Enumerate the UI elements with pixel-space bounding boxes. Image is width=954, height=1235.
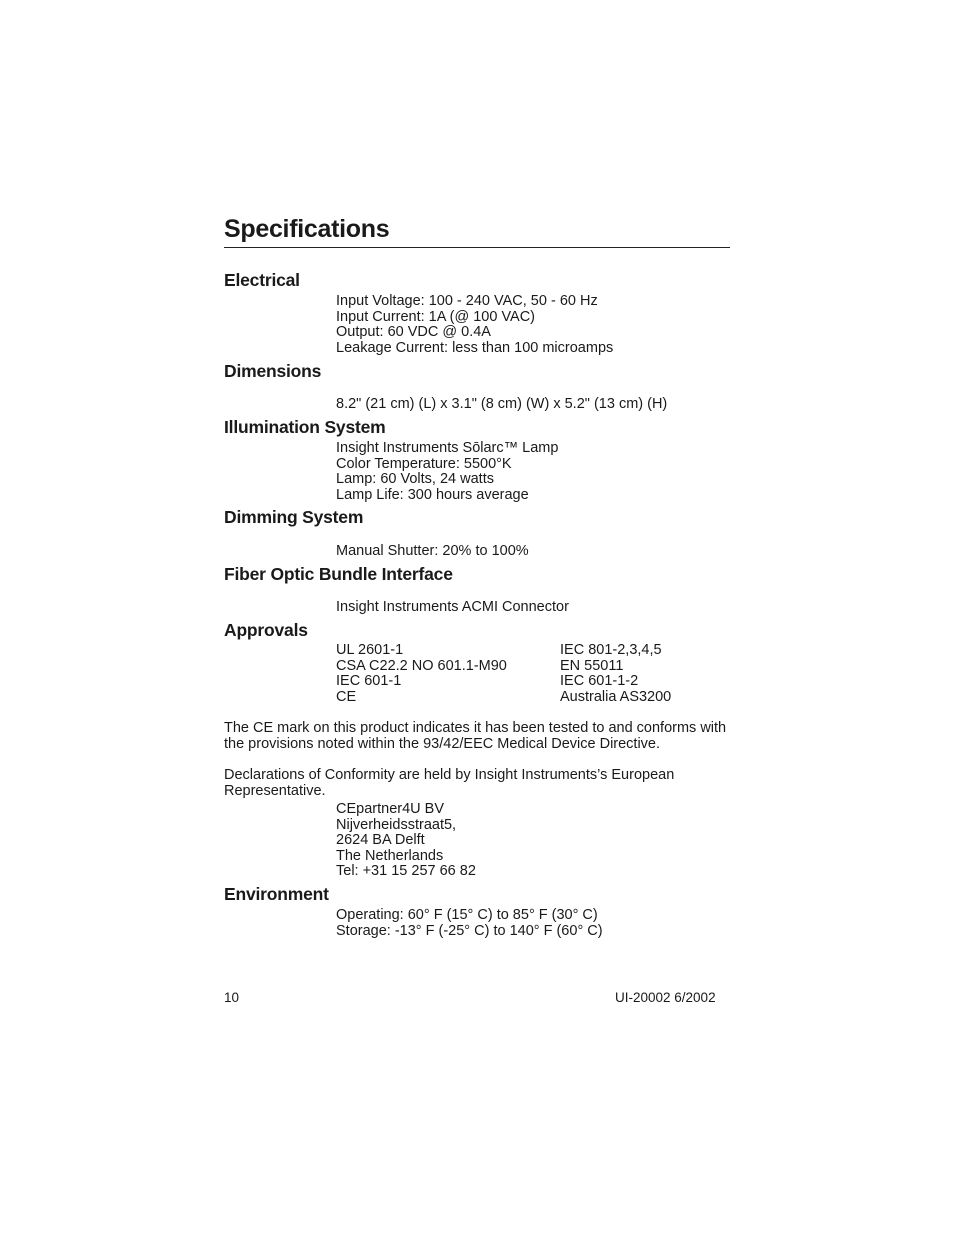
spec-line: Lamp Life: 300 hours average <box>336 486 529 503</box>
spec-line: Input Current: 1A (@ 100 VAC) <box>336 308 536 325</box>
approvals-column-1 <box>336 643 507 705</box>
electrical-specs <box>336 294 613 356</box>
heading-fiber-optic: Fiber Optic Bundle Interface <box>224 564 453 584</box>
heading-approvals: Approvals <box>224 620 308 640</box>
approvals-column-2 <box>560 643 671 705</box>
spec-line: Output: 60 VDC @ 0.4A <box>336 324 491 341</box>
spec-line: Storage: -13° F (-25° C) to 140° F (60° C) <box>336 922 603 939</box>
heading-electrical: Electrical <box>224 270 300 290</box>
spec-line: Insight Instruments Sōlarc™ Lamp <box>336 440 559 456</box>
representative-address <box>336 802 476 880</box>
spec-line: Lamp: 60 Volts, 24 watts <box>336 471 494 488</box>
address-line: The Netherlands <box>336 847 444 864</box>
page-number: 10 <box>224 990 240 1005</box>
spec-line: Color Temperature: 5500°K <box>336 455 512 472</box>
approval-item: EN 55011 <box>560 657 624 674</box>
approval-item: CSA C22.2 NO 601.1-M90 <box>336 657 507 674</box>
spec-line: Manual Shutter: 20% to 100% <box>336 543 529 559</box>
address-line: Tel: +31 15 257 66 82 <box>336 863 476 880</box>
environment-specs <box>336 908 603 939</box>
dimensions-specs <box>336 397 667 413</box>
spec-line: Input Voltage: 100 - 240 VAC, 50 - 60 Hz <box>336 293 598 309</box>
address-line: CEpartner4U BV <box>336 801 444 817</box>
heading-dimming: Dimming System <box>224 507 364 527</box>
approval-item: IEC 801-2,3,4,5 <box>560 642 662 658</box>
spec-line: Operating: 60° F (15° C) to 85° F (30° C) <box>336 907 598 923</box>
approval-item: Australia AS3200 <box>560 688 672 705</box>
address-line: 2624 BA Delft <box>336 832 425 849</box>
approval-item: UL 2601-1 <box>336 642 404 658</box>
page-title: Specifications <box>224 215 730 248</box>
heading-illumination: Illumination System <box>224 417 386 437</box>
dimming-specs <box>336 544 529 560</box>
ce-mark-paragraph: The CE mark on this product indicates it has been tested to and conforms with the provisions noted within the 93/42/EEC Medical Device Directive. <box>224 720 727 752</box>
approval-item: IEC 601-1-2 <box>560 673 639 690</box>
spec-line: Leakage Current: less than 100 microamps <box>336 339 614 356</box>
approval-item: CE <box>336 688 357 705</box>
approval-item: IEC 601-1 <box>336 673 402 690</box>
declarations-paragraph: Declarations of Conformity are held by Insight Instruments’s European Representative. <box>224 767 675 799</box>
spec-line: Insight Instruments ACMI Connector <box>336 599 569 615</box>
address-line: Nijverheidsstraat5, <box>336 816 457 833</box>
heading-dimensions: Dimensions <box>224 361 322 381</box>
illumination-specs <box>336 441 558 503</box>
spec-line: 8.2" (21 cm) (L) x 3.1" (8 cm) (W) x 5.2" (13 cm) (H) <box>336 396 668 412</box>
heading-environment: Environment <box>224 884 329 904</box>
document-id: UI-20002 6/2002 <box>615 990 716 1005</box>
fiber-specs <box>336 600 569 616</box>
